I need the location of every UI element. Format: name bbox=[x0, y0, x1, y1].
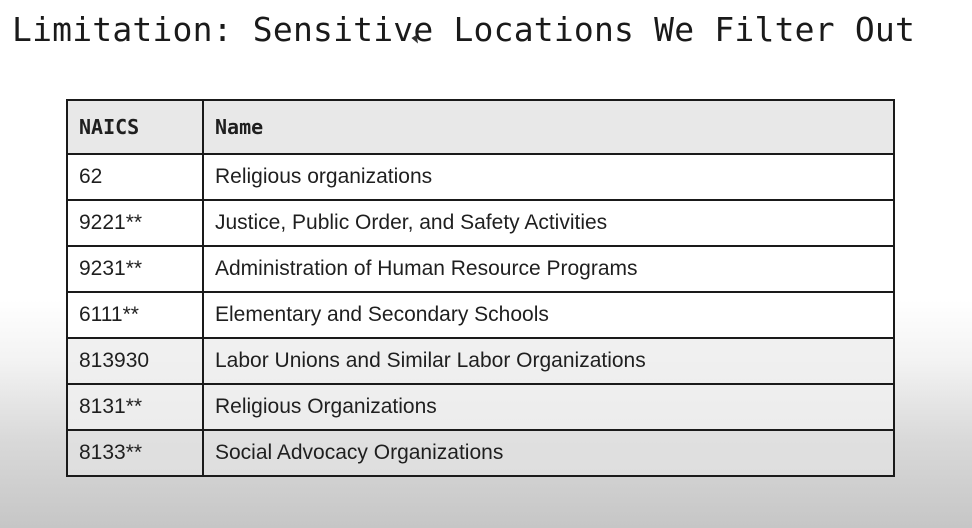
table-row bbox=[67, 430, 894, 476]
naics-name-cell: Justice, Public Order, and Safety Activities bbox=[203, 200, 894, 246]
naics-name-cell: Religious organizations bbox=[203, 154, 894, 200]
naics-name-cell: Administration of Human Resource Programs bbox=[203, 246, 894, 292]
naics-code-cell: 813930 bbox=[67, 338, 203, 384]
header-name: Name bbox=[203, 100, 894, 154]
naics-code-cell: 6111** bbox=[67, 292, 203, 338]
naics-name-cell: Social Advocacy Organizations bbox=[203, 430, 894, 476]
table-row bbox=[67, 154, 894, 200]
table-row bbox=[67, 338, 894, 384]
table-row bbox=[67, 384, 894, 430]
naics-code-cell: 8131** bbox=[67, 384, 203, 430]
naics-name-cell: Labor Unions and Similar Labor Organizations bbox=[203, 338, 894, 384]
naics-code-cell: 9231** bbox=[67, 246, 203, 292]
table-row bbox=[67, 292, 894, 338]
slide-title: Limitation: Sensitive Locations We Filter Out bbox=[12, 10, 916, 49]
naics-name-cell: Religious Organizations bbox=[203, 384, 894, 430]
naics-code-cell: 9221** bbox=[67, 200, 203, 246]
naics-code-cell: 8133** bbox=[67, 430, 203, 476]
table-row bbox=[67, 200, 894, 246]
header-naics: NAICS bbox=[67, 100, 203, 154]
naics-table bbox=[66, 99, 895, 477]
table-row bbox=[67, 246, 894, 292]
table-header-row bbox=[67, 100, 894, 154]
naics-code-cell: 62 bbox=[67, 154, 203, 200]
naics-name-cell: Elementary and Secondary Schools bbox=[203, 292, 894, 338]
